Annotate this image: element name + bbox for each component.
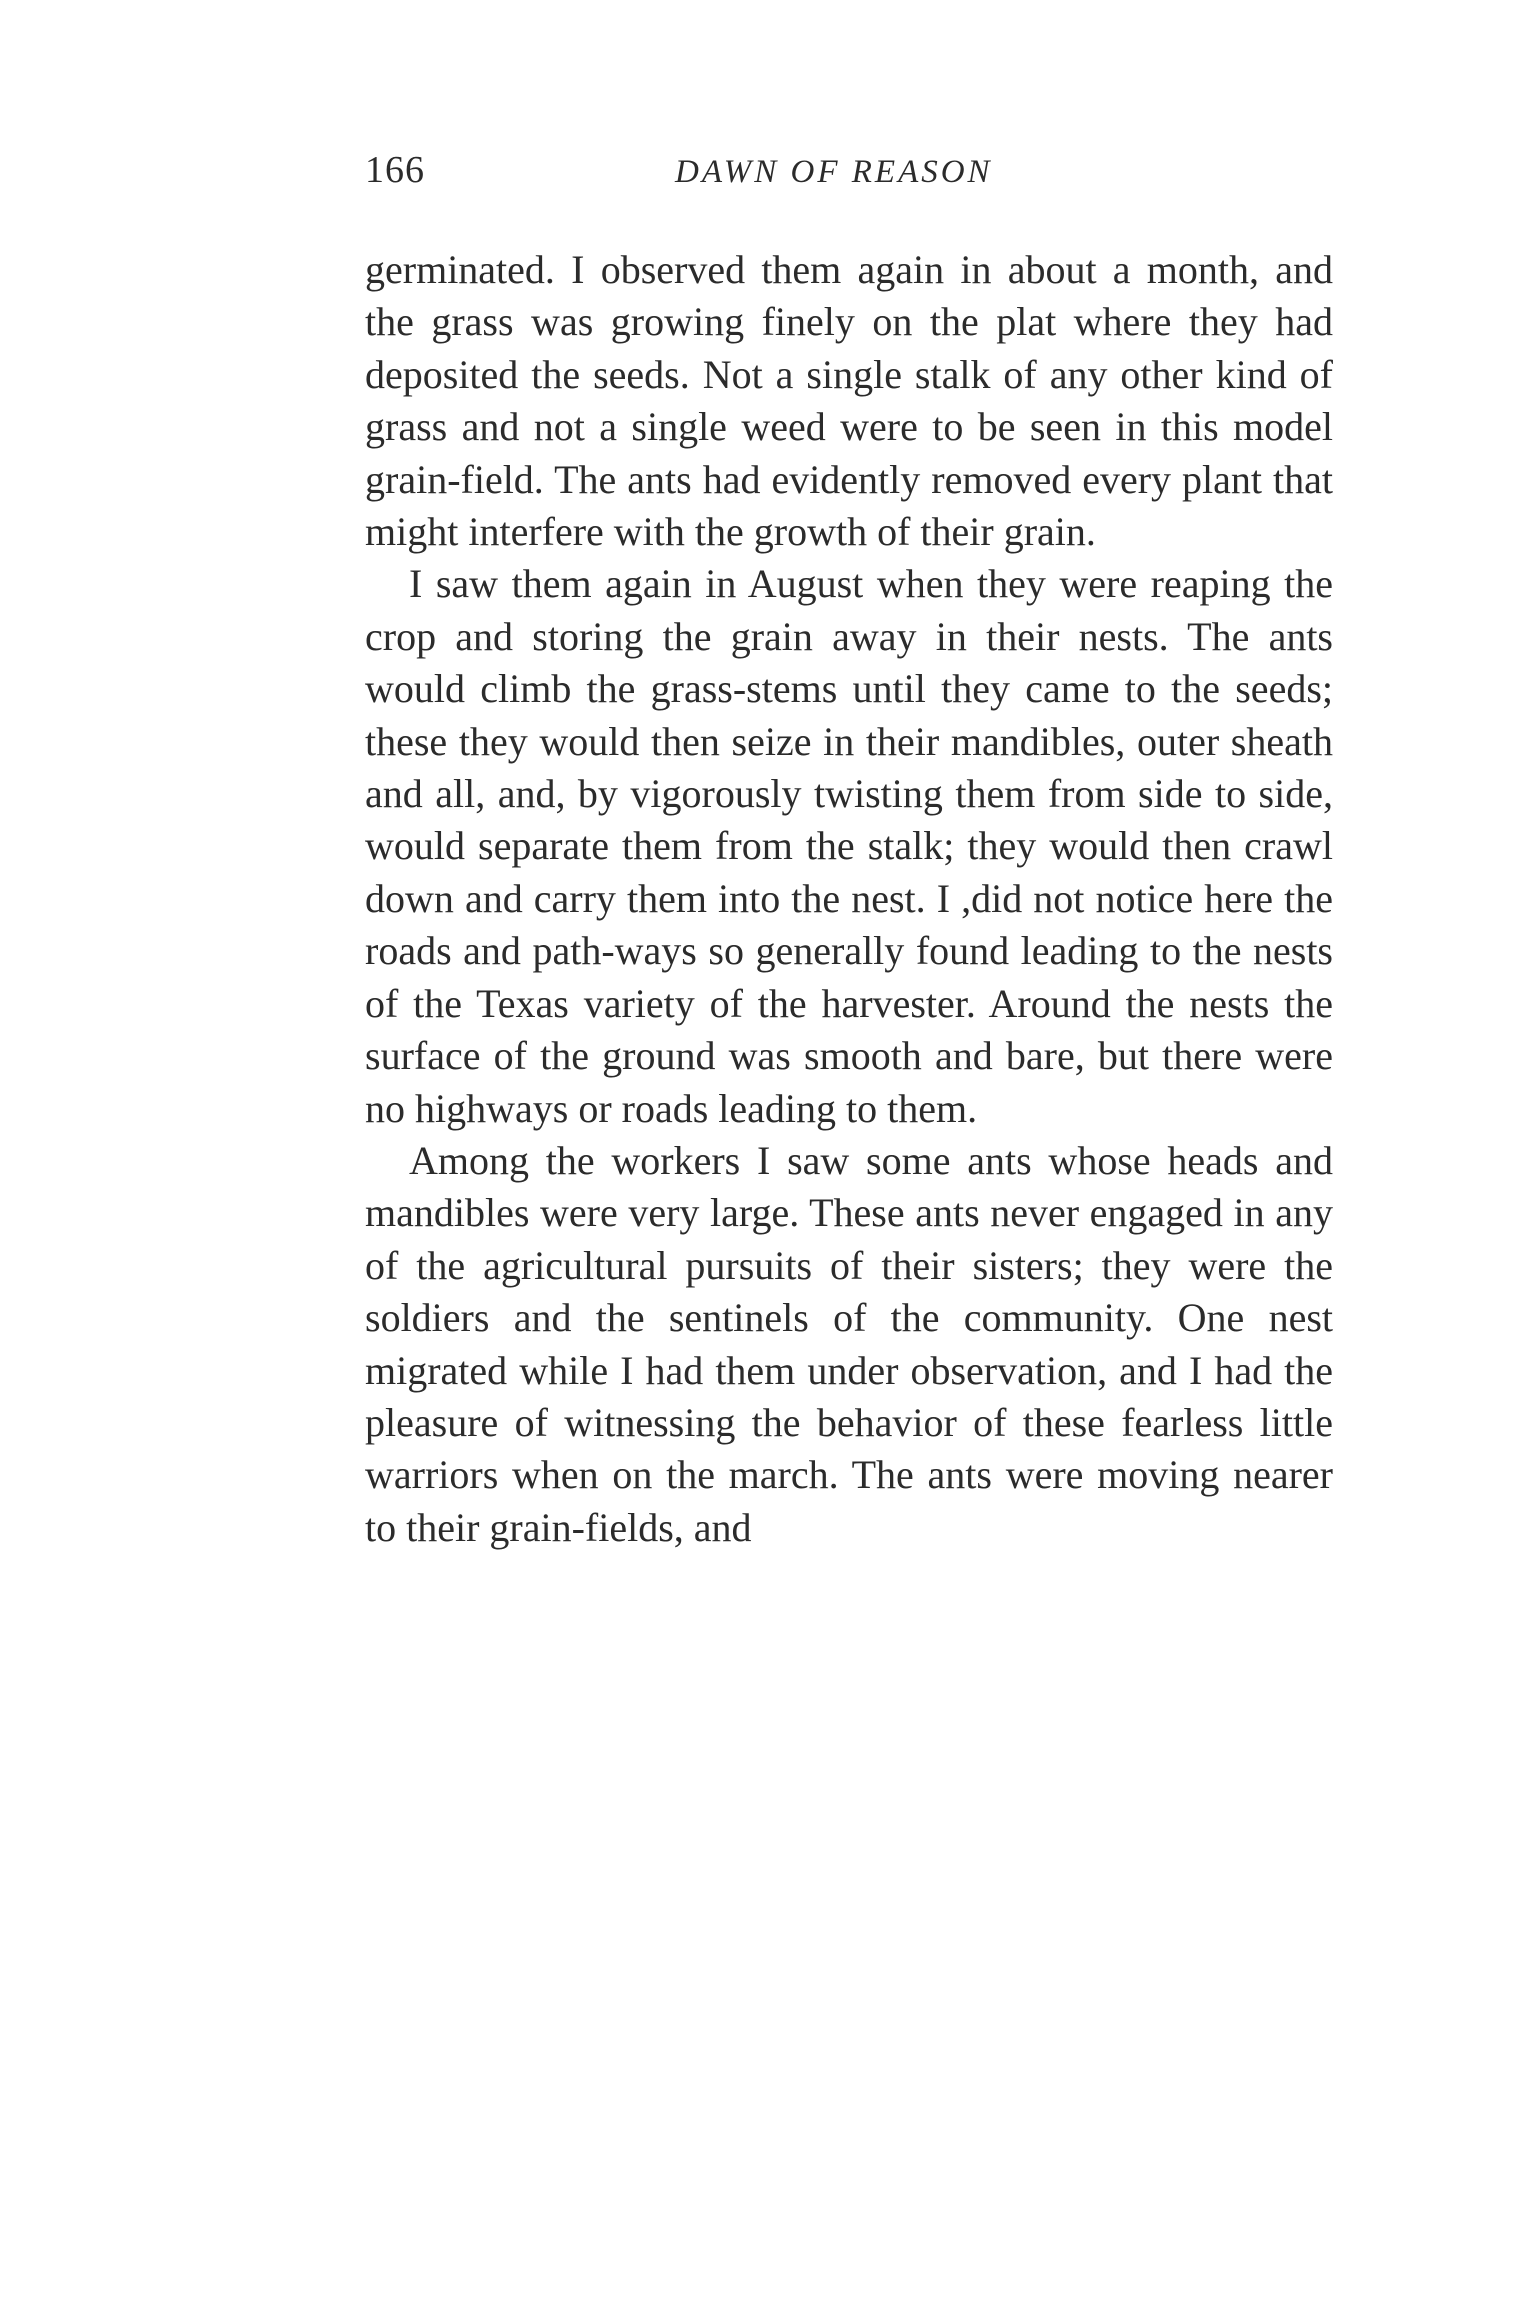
paragraph-continued: germinated. I observed them again in about a month, and the grass was growing finely on the plat where they had deposited the seeds. Not a single stalk of any other kind of grass and not a single weed were to be seen in this model grain-field. The ants had evidently removed every plant that might interfere with the growth of their grain. — [365, 247, 1333, 555]
body-text — [365, 244, 1333, 1554]
paragraph-soldiers: Among the workers I saw some ants whose heads and mandibles were very large. These ants never engaged in any of the agricultural pursuits of their sisters; they were the soldiers and the sentinels of the community. One nest migrated while I had them under observation, and I had the pleasure of witnessing the behavior of these fearless little warriors when on the march. The ants were moving nearer to their grain-fields, and — [365, 1137, 1333, 1550]
page-number: 166 — [365, 149, 425, 191]
running-head — [365, 148, 1333, 204]
paragraph-harvest: I saw them again in August when they were reaping the crop and storing the grain away in their nests. The ants would climb the grass-stems until they came to the seeds; these they would then seize in their mandibles, outer sheath and all, and, by vigorously twisting them from side to side, would separate them from the stalk; they would then crawl down and carry them into the nest. I ,did not notice here the roads and path-ways so generally found leading to the nests of the Texas variety of the harvester. Around the nests the surface of the ground was smooth and bare, but there were no highways or roads leading to them. — [365, 561, 1333, 1131]
running-title: DAWN OF REASON — [675, 154, 993, 190]
